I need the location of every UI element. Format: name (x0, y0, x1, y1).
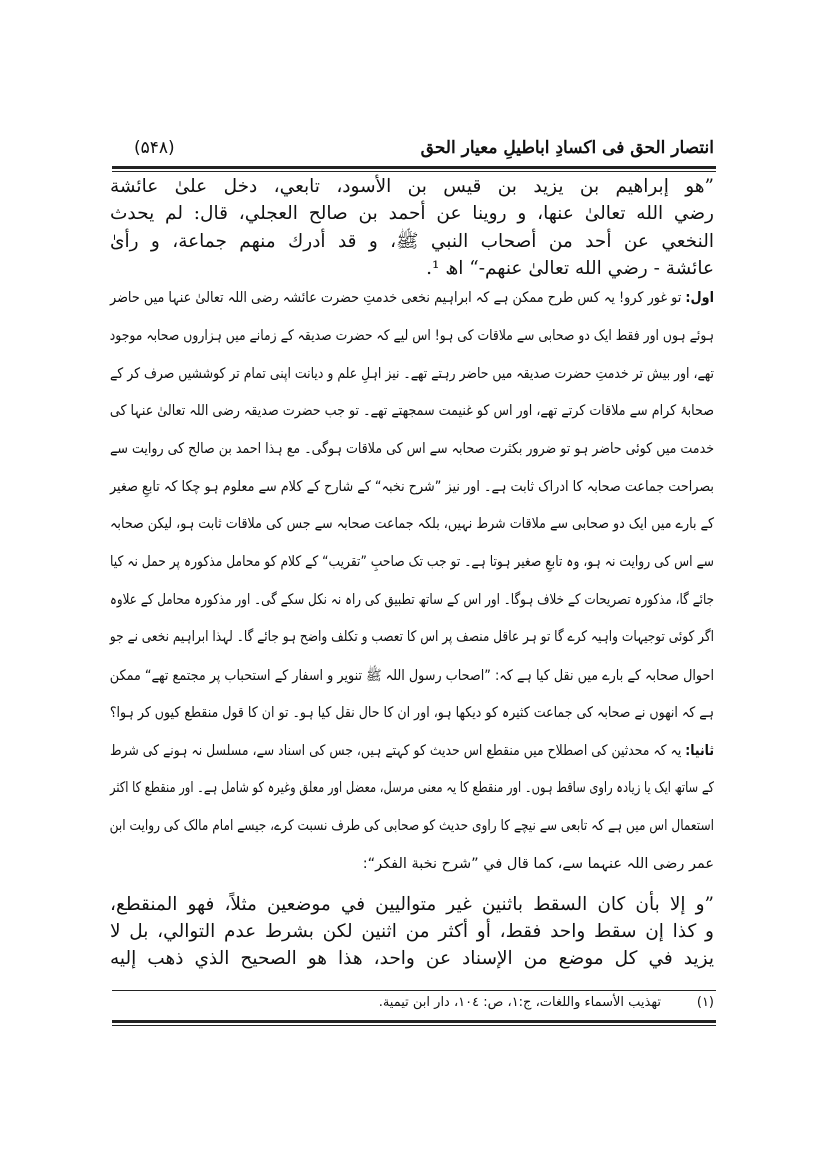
arabic-quote-line (110, 948, 714, 969)
line-text: صحابۂ کرام سے ملاقات کرتے تھے، اور اس کو غنیمت سمجھتے تھے۔ تو جب حضرت صدیقہ رضی اللہ تعالیٰ عنہا کی (109, 403, 715, 419)
line-text: عائشة - رضي الله تعالىٰ عنهم-“ اھ ¹. (426, 258, 714, 279)
urdu-text-line (110, 403, 714, 419)
footnote-rule (112, 990, 716, 991)
line-text: و كذا إن سقط واحد فقط، أو أكثر من اثنين لكن بشرط عدم التوالي، بل لا (110, 921, 714, 942)
urdu-text-line (110, 818, 714, 834)
section-label: اول: (685, 290, 714, 306)
line-text: تو غور کرو! یہ کس طرح ممکن ہے کہ ابراہیم نخعی خدمتِ حضرت عائشہ رضی اللہ تعالیٰ عنہا میں حاضر (110, 290, 686, 306)
line-text: عمر رضی اللہ عنہما سے، کما قال في ”شرح نخبة الفكر“: (362, 856, 714, 872)
line-text: ”هو إبراهيم بن يزيد بن قيس بن الأسود، تابعي، دخل علىٰ عائشة (110, 176, 714, 197)
urdu-text-line (110, 743, 714, 759)
header-double-rule (112, 166, 716, 172)
line-text: کے بارے میں ایک دو صحابی سے ملاقات شرط نہیں، بلکہ جماعت صحابہ سے جس کی ملاقات ثابت ہو، لیکن صحابہ (110, 516, 714, 532)
line-text: رضي الله تعالىٰ عنها، و روينا عن أحمد بن صالح العجلي، قال: لم يحدث (110, 203, 714, 224)
line-text: یہ کہ محدثین کی اصطلاح میں منقطع اس حدیث کو کہتے ہیں، جس کی اسناد سے، مسلسل نہ ہونے کی شرط (110, 743, 686, 759)
section-label: ثانیا: (685, 743, 714, 759)
urdu-text-line (110, 479, 714, 495)
arabic-quote-line (110, 203, 714, 224)
urdu-text-line (110, 441, 714, 457)
line-text: ہوئے ہوں اور فقط ایک دو صحابی سے ملاقات کی ہو! اس لیے کہ حضرت صدیقہ کے زمانے میں ہزاروں صحابہ موجود (109, 328, 714, 344)
urdu-text-line (110, 856, 714, 872)
line-text: خدمت میں کوئی حاضر ہو تو ضرور بکثرت صحابہ سے اس کی ملاقات ہوگی۔ مع ہذا احمد بن صالح کی روایت سے (110, 441, 714, 457)
line-text: ہے کہ انھوں نے صحابہ کی جماعت کثیرہ کو دیکھا ہو، اور ان کا حال نقل کیا ہو۔ تو ان کا قول منقطع کیوں کر ہوا؟ (109, 705, 714, 721)
footnote-number: (۱) (696, 995, 714, 1010)
urdu-text-line (110, 705, 714, 721)
footnote-text: تهذيب الأسماء واللغات، ج:۱، ص: ۱۰٤، دار ابن تيمية. (378, 995, 661, 1010)
arabic-quote-line (110, 258, 714, 279)
footer-double-rule (112, 1020, 716, 1026)
arabic-quote-line (110, 894, 714, 915)
line-text: ”و إلا بأن كان السقط باثنين غير متواليين في موضعين مثلاً، فهو المنقطع، (110, 894, 714, 915)
urdu-text-line (110, 554, 714, 570)
urdu-text-line (110, 629, 714, 645)
arabic-quote-line (110, 176, 714, 197)
urdu-text-line (110, 592, 714, 608)
arabic-quote-line (110, 921, 714, 942)
line-text: تھے، اور بیش تر خدمتِ حضرت صدیقہ میں حاضر رہتے تھے۔ نیز اہلِ علم و دیانت اپنی تمام تر کوششیں صرف کر کے (110, 366, 714, 382)
urdu-text-line (110, 780, 714, 796)
urdu-text-line (110, 667, 714, 688)
line-text: جائے گا، مذکورہ تصریحات کے خلاف ہوگا۔ اور اس کے ساتھ تطبیق کی راہ نہ نکل سکے گی۔ اور مذکورہ محامل کے علاوہ (109, 592, 714, 608)
line-text: سے اس کی روایت نہ ہو، وہ تابعِ صغیر ہوتا ہے۔ تو جب تک صاحبِ ”تقریب“ کے کلام کو محامل مذکورہ پر حمل نہ کیا (110, 554, 714, 570)
line-text: استعمال اس میں ہے کہ تابعی سے نیچے کا راوی حدیث کو صحابی کی طرف نسبت کرے، جیسے امام مالک کی روایت ابن (109, 818, 715, 834)
line-text: کے ساتھ ایک یا زیادہ راوی ساقط ہوں۔ اور منقطع کا یہ معنی مرسل، معضل اور معلق وغیرہ کو شامل ہے۔ اور منقطع کا اکثر (110, 780, 714, 796)
page-number: (۵۴۸) (134, 138, 175, 158)
urdu-text-line (110, 366, 714, 382)
line-text: النخعي عن أحد من أصحاب النبي ﷺ، و قد أدرك منهم جماعة، و رأىٰ (110, 231, 714, 252)
urdu-text-line (110, 290, 714, 306)
line-text: يزيد في كل موضع من الإسناد عن واحد، هذا هو الصحيح الذي ذهب إليه (110, 948, 714, 969)
line-text: اگر کوئی توجیہات واہیہ کرے گا تو ہر عاقل منصف پر اس کا تعصب و تکلف واضح ہو جائے گا۔ لہذا ابراہیم نخعی نے جو (109, 629, 715, 645)
line-text: بصراحت جماعت صحابہ کا ادراک ثابت ہے۔ اور نیز ”شرح نخبہ“ کے شارح کے کلام سے معلوم ہو چکا کہ تابعِ صغیر (110, 479, 714, 495)
urdu-text-line (110, 516, 714, 532)
arabic-quote-line (110, 231, 714, 257)
urdu-text-line (110, 328, 714, 344)
line-text: احوال صحابہ کے بارے میں نقل کیا ہے کہ: ”اصحاب رسول اللہ ﷺ تنویر و اسفار کے استحباب پر مجتمع تھے“ ممکن (109, 668, 715, 684)
running-header-title: انتصار الحق فی اکسادِ اباطیلِ معیار الحق (420, 138, 714, 158)
